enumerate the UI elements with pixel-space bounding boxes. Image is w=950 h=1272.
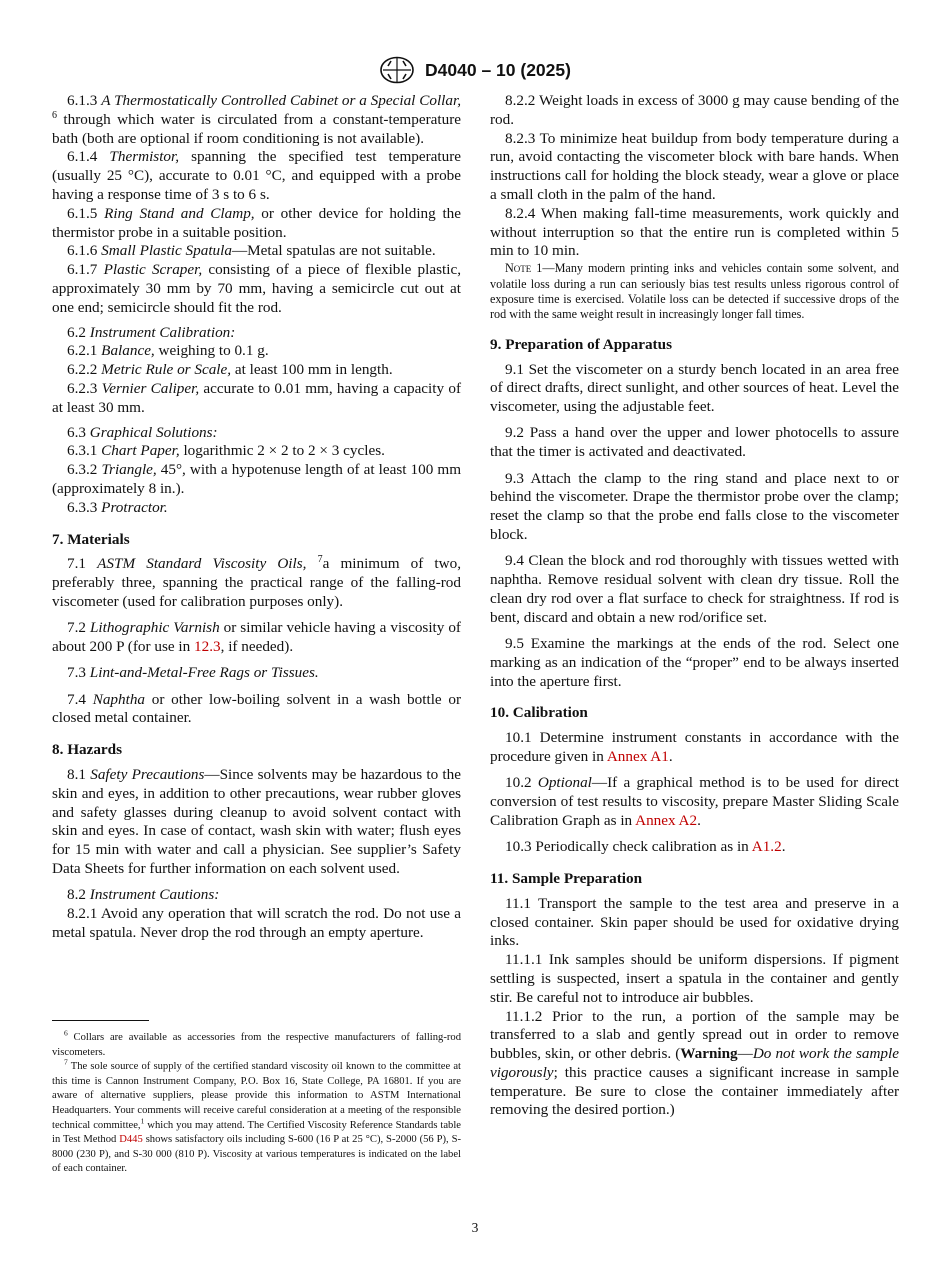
document-id: D4040 – 10 (2025) bbox=[425, 59, 571, 80]
section-8-2-4: 8.2.4 When making fall-time measurements, work quickly and without interruption so that the entire run is completed within 5 min to 10 min. bbox=[490, 204, 899, 260]
section-6-2: 6.2 Instrument Calibration: bbox=[67, 323, 236, 341]
section-6-1-6: 6.1.6 Small Plastic Spatula—Metal spatulas are not suitable. bbox=[67, 242, 436, 260]
heading-8-hazards: 8. Hazards bbox=[52, 741, 123, 759]
heading-10-calibration: 10. Calibration bbox=[490, 704, 588, 722]
page-number: 3 bbox=[471, 1220, 479, 1235]
section-7-4: 7.4 Naphtha or other low-boiling solvent in a wash bottle or closed metal container. bbox=[52, 690, 462, 727]
section-8-2-1: 8.2.1 Avoid any operation that will scratch the rod. Do not use a metal spatula. Never drop the rod through an empty aperture. bbox=[52, 905, 461, 941]
link-annex-a1[interactable]: Annex A1 bbox=[606, 747, 669, 765]
section-9-3: 9.3 Attach the clamp to the ring stand and place next to or behind the viscometer. Drape the thermistor probe over the clamp; reset the clamp so that the probe end falls close to the viscometer block. bbox=[490, 469, 899, 543]
section-10-1: 10.1 Determine instrument constants in accordance with the procedure given in Annex A1. bbox=[490, 729, 899, 765]
heading-11-sample-preparation: 11. Sample Preparation bbox=[490, 869, 643, 887]
section-9-4: 9.4 Clean the block and rod thoroughly with tissues wetted with naphtha. Remove residual solvent with clean dry tissue. Roll the clean dry rod over a flat surface to check for straightness. If rod is bent, discard and obtain a new rod/orifice set. bbox=[490, 552, 899, 626]
section-11-1-1: 11.1.1 Ink samples should be uniform dispersions. If pigment settling is suspected, insert a spatula in the container and gently stir. Be careful not to introduce air bubbles. bbox=[490, 951, 899, 1006]
astm-logo-icon bbox=[379, 56, 415, 84]
left-column bbox=[52, 92, 461, 943]
link-d445[interactable]: D445 bbox=[119, 1134, 143, 1146]
section-7-2: 7.2 Lithographic Varnish or similar vehicle having a viscosity of about 200 P (for use in 12.3, if needed). bbox=[52, 619, 461, 656]
section-6-2-3: 6.2.3 Vernier Caliper, accurate to 0.01 mm, having a capacity of at least 30 mm. bbox=[52, 379, 462, 416]
footnote-7: $^7$ The sole source of supply of the certified standard viscosity oil known to the committee at this time is Cannon Instrument Company, P.O. Box 16, State College, PA 16801. If you are aware of alternative suppliers, please provide this information to ASTM International Headquarters. Your comments will receive careful consideration at a meeting of the responsible technical committee,$^1$ which you may attend. The Certified Viscosity Reference Standards table in Test Method D445 shows satisfactory oils including S-600 (16 P at 25 °C), S-2000 (56 P), S-8000 (230 P), and S-30 000 (810 P). Viscosity at various temperatures is indicated on the label of each container. bbox=[52, 1057, 461, 1175]
section-6-1-7: 6.1.7 Plastic Scraper, consisting of a piece of flexible plastic, approximately 30 mm by 70 mm, having a semicircle cut out at one end; semicircle should fit the rod. bbox=[52, 261, 461, 316]
section-6-3-3: 6.3.3 Protractor. bbox=[67, 498, 168, 516]
section-11-1-2: 11.1.2 Prior to the run, a portion of the sample may be transferred to a slab and gently spread out in order to remove bubbles, skin, or other debris. (Warning—Do not work the sample vigorously; this practice causes a significant increase in sample temperature. Be sure to close the container immediately after removing the desired portion.) bbox=[490, 1007, 899, 1119]
section-6-3-2: 6.3.2 Triangle, 45°, with a hypotenuse length of at least 100 mm (approximately 8 in.). bbox=[52, 461, 462, 497]
page-header bbox=[0, 56, 950, 88]
section-8-2: 8.2 Instrument Cautions: bbox=[67, 886, 220, 904]
section-6-3-1: 6.3.1 Chart Paper, logarithmic 2 × 2 to 2 × 3 cycles. bbox=[67, 442, 385, 460]
footnote-6: $^6$ Collars are available as accessories from the respective manufacturers of falling-rod viscometers. bbox=[52, 1028, 461, 1058]
section-6-2-2: 6.2.2 Metric Rule or Scale, at least 100 mm in length. bbox=[67, 361, 393, 379]
section-7-1: 7.1 ASTM Standard Viscosity Oils, $^7$a minimum of two, preferably three, spanning the practical range of the falling-rod viscometer (used for calibration purposes only). bbox=[52, 554, 462, 610]
section-10-2: 10.2 Optional—If a graphical method is to be used for direct conversion of test results to viscosity, prepare Master Sliding Scale Calibration Graph as in Annex A2. bbox=[490, 774, 900, 829]
section-9-5: 9.5 Examine the markings at the ends of the rod. Select one marking as an indication of the “proper” end to be always inserted into the aperture first. bbox=[490, 634, 899, 690]
section-9-2: 9.2 Pass a hand over the upper and lower photocells to assure that the timer is activated and deactivated. bbox=[490, 424, 899, 461]
right-column bbox=[490, 92, 899, 1120]
link-a1-2[interactable]: A1.2 bbox=[751, 838, 782, 856]
link-12-3[interactable]: 12.3 bbox=[194, 638, 221, 656]
section-6-3: 6.3 Graphical Solutions: bbox=[67, 423, 218, 441]
warning-label: Warning bbox=[680, 1045, 738, 1063]
section-10-3: 10.3 Periodically check calibration as in A1.2. bbox=[505, 838, 786, 856]
heading-7-materials: 7. Materials bbox=[52, 530, 130, 548]
heading-9-preparation: 9. Preparation of Apparatus bbox=[490, 335, 672, 353]
section-8-1: 8.1 Safety Precautions—Since solvents may be hazardous to the skin and eyes, in addition to other precautions, wear rubber gloves and safety glasses during cleanup to avoid solvent contact with skin and eyes. In case of contact, wash skin with water; flush eyes for 15 min with water and call a physician. See supplier’s Safety Data Sheets for further information on each solvent used. bbox=[52, 766, 461, 877]
section-9-1: 9.1 Set the viscometer on a sturdy bench located in an area free of direct drafts, direct sunlight, and other sources of heat. Level the viscometer, using the adjustable feet. bbox=[490, 360, 899, 416]
link-annex-a2[interactable]: Annex A2 bbox=[635, 811, 698, 829]
section-6-1-5: 6.1.5 Ring Stand and Clamp, or other device for holding the thermistor probe in a suitable position. bbox=[52, 204, 461, 241]
section-6-2-1: 6.2.1 Balance, weighing to 0.1 g. bbox=[67, 342, 269, 360]
section-8-2-3: 8.2.3 To minimize heat buildup from body temperature during a run, avoid contacting the viscometer block with bare hands. When instructions call for holding the block steady, wear a glove or place a small cloth in the palm of the hand. bbox=[490, 129, 899, 203]
section-11-1: 11.1 Transport the sample to the test area and preserve in a closed container. Skin paper should be used for oxidative drying inks. bbox=[490, 894, 899, 950]
footnotes bbox=[52, 1020, 461, 1177]
section-7-3: 7.3 Lint-and-Metal-Free Rags or Tissues. bbox=[67, 664, 319, 682]
section-6-1-3: 6.1.3 A Thermostatically Controlled Cabinet or a Special Collar, $^6$ through which water is circulated from a constant-temperature bath (both are optional if room conditioning is not available). bbox=[52, 92, 462, 147]
section-6-1-4: 6.1.4 Thermistor, spanning the specified test temperature (usually 25 °C), accurate to 0.01 °C, and equipped with a probe having a response time of 3 s to 6 s. bbox=[52, 148, 461, 203]
note-1: Note 1—Many modern printing inks and vehicles contain some solvent, and volatile loss during a run can seriously bias test results unless rigorous control of exposure time is exercised. Volatile loss can be detected if successive drops of the rod with the same weight result in increasingly longer fall times. bbox=[490, 261, 900, 322]
footnote-divider bbox=[52, 1020, 149, 1021]
section-8-2-2: 8.2.2 Weight loads in excess of 3000 g may cause bending of the rod. bbox=[490, 92, 899, 128]
